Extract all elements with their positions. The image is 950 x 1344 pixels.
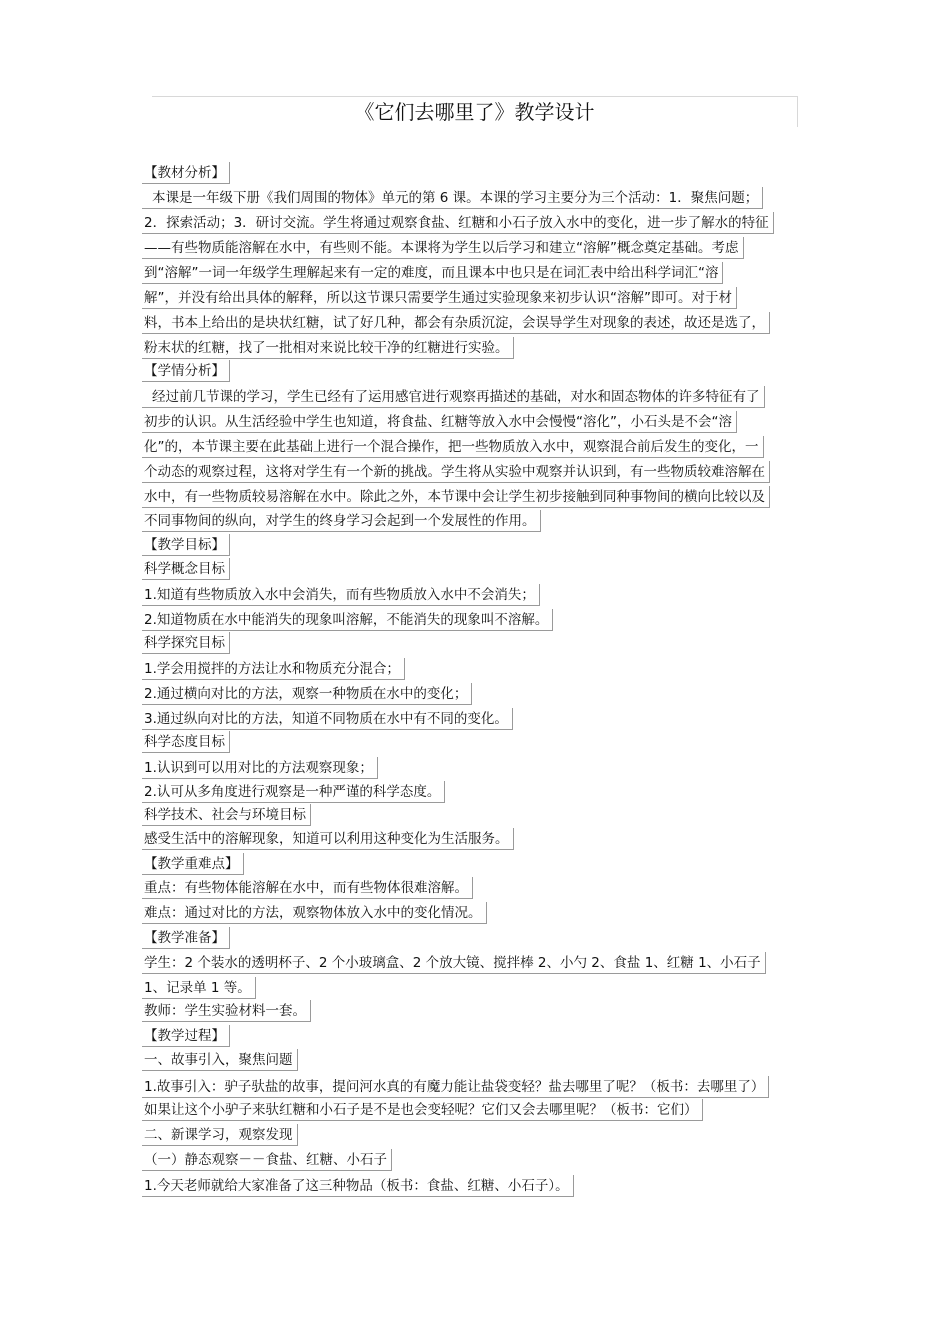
text-line: 个动态的观察过程，这将对学生有一个新的挑战。学生将从实验中观察并认识到，有一些物质较难溶解在 xyxy=(142,461,770,483)
subheading: 科学技术、社会与环境目标 xyxy=(142,804,311,826)
text-line: 2.知道物质在水中能消失的现象叫溶解，不能消失的现象叫不溶解。 xyxy=(142,609,553,631)
subheading: 科学探究目标 xyxy=(142,632,230,654)
text-line: 难点：通过对比的方法，观察物体放入水中的变化情况。 xyxy=(142,902,487,924)
subheading: 二、新课学习，观察发现 xyxy=(142,1124,298,1146)
text-line: 本课是一年级下册《我们周围的物体》单元的第 6 课。本课的学习主要分为三个活动：1．聚焦问题； xyxy=(142,187,763,209)
text-line: 不同事物间的纵向，对学生的终身学习会起到一个发展性的作用。 xyxy=(142,510,541,532)
section-heading-teaching-process: 【教学过程】 xyxy=(142,1025,230,1047)
section-heading-preparation: 【教学准备】 xyxy=(142,927,230,949)
text-line: 1.知道有些物质放入水中会消失，而有些物质放入水中不会消失； xyxy=(142,584,540,606)
text-line: 解”，并没有给出具体的解释，所以这节课只需要学生通过实验现象来初步认识“溶解”即可。对于材 xyxy=(142,287,737,309)
text-line: 1、记录单 1 等。 xyxy=(142,977,256,999)
subheading: 一、故事引入，聚焦问题 xyxy=(142,1049,298,1071)
text-line: 粉末状的红糖，找了一批相对来说比较干净的红糖进行实验。 xyxy=(142,337,514,359)
section-heading-key-points: 【教学重难点】 xyxy=(142,853,244,875)
text-line: 1.故事引入：驴子驮盐的故事，提问河水真的有魔力能让盐袋变轻？盐去哪里了呢？（板书：去哪里了） xyxy=(142,1076,769,1098)
page-title: 《它们去哪里了》教学设计 xyxy=(152,96,798,127)
text-line: 重点：有些物体能溶解在水中，而有些物体很难溶解。 xyxy=(142,877,473,899)
text-line: 料，书本上给出的是块状红糖，试了好几种，都会有杂质沉淀，会误导学生对现象的表述，故还是选了， xyxy=(142,312,770,334)
text-line: 2.认可从多角度进行观察是一种严谨的科学态度。 xyxy=(142,781,445,803)
text-line: 1.今天老师就给大家准备了这三种物品（板书：食盐、红糖、小石子）。 xyxy=(142,1175,574,1197)
subheading: 科学态度目标 xyxy=(142,731,230,753)
text-line: 教师：学生实验材料一套。 xyxy=(142,1000,311,1022)
text-line: 3.通过纵向对比的方法，知道不同物质在水中有不同的变化。 xyxy=(142,708,513,730)
section-heading-learner-analysis: 【学情分析】 xyxy=(142,360,230,382)
text-line: 初步的认识。从生活经验中学生也知道，将食盐、红糖等放入水中会慢慢“溶化”，小石头是不会“溶 xyxy=(142,411,737,433)
text-line: 到“溶解”一词一年级学生理解起来有一定的难度，而且课本中也只是在词汇表中给出科学词汇“溶 xyxy=(142,262,723,284)
text-line: 经过前几节课的学习，学生已经有了运用感官进行观察再描述的基础，对水和固态物体的许多特征有了 xyxy=(142,386,765,408)
text-line: 1.学会用搅拌的方法让水和物质充分混合； xyxy=(142,658,405,680)
text-line: 2．探索活动；3．研讨交流。学生将通过观察食盐、红糖和小石子放入水中的变化，进一步了解水的特征 xyxy=(142,212,774,234)
text-line: 2.通过横向对比的方法，观察一种物质在水中的变化； xyxy=(142,683,472,705)
text-line: 如果让这个小驴子来驮红糖和小石子是不是也会变轻呢？它们又会去哪里呢？（板书：它们） xyxy=(142,1099,703,1121)
subheading: 科学概念目标 xyxy=(142,558,230,580)
text-line: 1.认识到可以用对比的方法观察现象； xyxy=(142,757,378,779)
section-heading-teaching-objectives: 【教学目标】 xyxy=(142,534,230,556)
text-line: 学生：2 个装水的透明杯子、2 个小玻璃盒、2 个放大镜、搅拌棒 2、小勺 2、食盐 1、红糖 1、小石子 xyxy=(142,952,766,974)
text-line: 感受生活中的溶解现象，知道可以利用这种变化为生活服务。 xyxy=(142,828,514,850)
text-line: 水中，有一些物质较易溶解在水中。除此之外，本节课中会让学生初步接触到同种事物间的横向比较以及 xyxy=(142,486,770,508)
text-line: ——有些物质能溶解在水中，有些则不能。本课将为学生以后学习和建立“溶解”概念奠定基础。考虑 xyxy=(142,237,744,259)
section-heading-textbook-analysis: 【教材分析】 xyxy=(142,162,230,184)
text-line: 化”的，本节课主要在此基础上进行一个混合操作，把一些物质放入水中，观察混合前后发生的变化，一 xyxy=(142,436,764,458)
subheading: （一）静态观察－－食盐、红糖、小石子 xyxy=(142,1149,392,1171)
